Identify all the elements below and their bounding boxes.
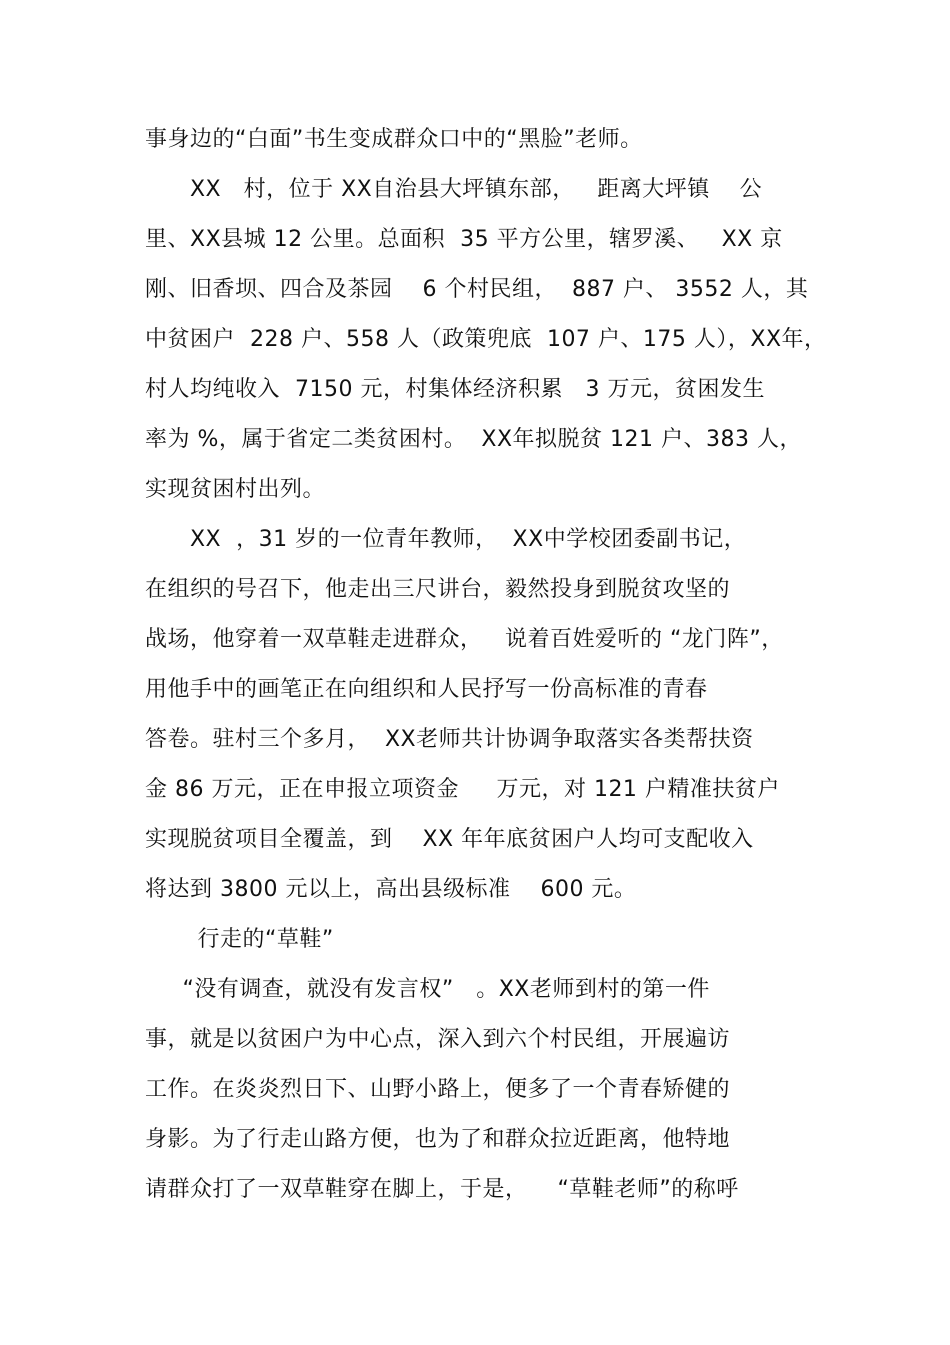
- text-line: 将达到 3800 元以上，高出县级标准 600 元。: [145, 877, 637, 902]
- text-line: XX ，31 岁的一位青年教师， XX中学校团委副书记，: [145, 527, 747, 552]
- text-line: 村人均纯收入 7150 元，村集体经济积累 3 万元，贫困发生: [145, 377, 765, 402]
- text-line: 答卷。驻村三个多月， XX老师共计协调争取落实各类帮扶资: [145, 727, 754, 752]
- text-line: 率为 %，属于省定二类贫困村。 XX年拟脱贫 121 户、383 人，: [145, 427, 802, 452]
- text-line: 身影。为了行走山路方便，也为了和群众拉近距离，他特地: [145, 1127, 731, 1152]
- text-line: XX 村，位于 XX自治县大坪镇东部， 距离大坪镇 公: [145, 177, 763, 202]
- text-line: 事身边的“白面”书生变成群众口中的“黑脸”老师。: [145, 127, 643, 152]
- section-heading: 行走的“草鞋”: [145, 927, 334, 952]
- text-line: 实现脱贫项目全覆盖，到 XX 年年底贫困户人均可支配收入: [145, 827, 754, 852]
- text-line: 工作。在炎炎烈日下、山野小路上，便多了一个青春矫健的: [145, 1077, 731, 1102]
- text-line: 在组织的号召下，他走出三尺讲台，毅然投身到脱贫攻坚的: [145, 577, 731, 602]
- text-line: 里、XX县城 12 公里。总面积 35 平方公里，辖罗溪、 XX 京: [145, 227, 783, 252]
- text-line: 请群众打了一双草鞋穿在脚上，于是， “草鞋老师”的称呼: [145, 1177, 739, 1202]
- text-line: 中贫困户 228 户、558 人（政策兜底 107 户、175 人），XX年，: [145, 327, 827, 352]
- text-line: 用他手中的画笔正在向组织和人民抒写一份高标准的青春: [145, 677, 708, 702]
- text-line: 刚、旧香坝、四合及茶园 6 个村民组， 887 户、 3552 人，其: [145, 277, 809, 302]
- text-line: “没有调查，就没有发言权” 。XX老师到村的第一件: [145, 977, 710, 1002]
- text-line: 事，就是以贫困户为中心点，深入到六个村民组，开展遍访: [145, 1027, 731, 1052]
- text-line: 实现贫困村出列。: [145, 477, 326, 502]
- text-line: 战场，他穿着一双草鞋走进群众， 说着百姓爱听的 “龙门阵”，: [145, 627, 784, 652]
- text-line: 金 86 万元，正在申报立项资金 万元，对 121 户精准扶贫户: [145, 777, 780, 802]
